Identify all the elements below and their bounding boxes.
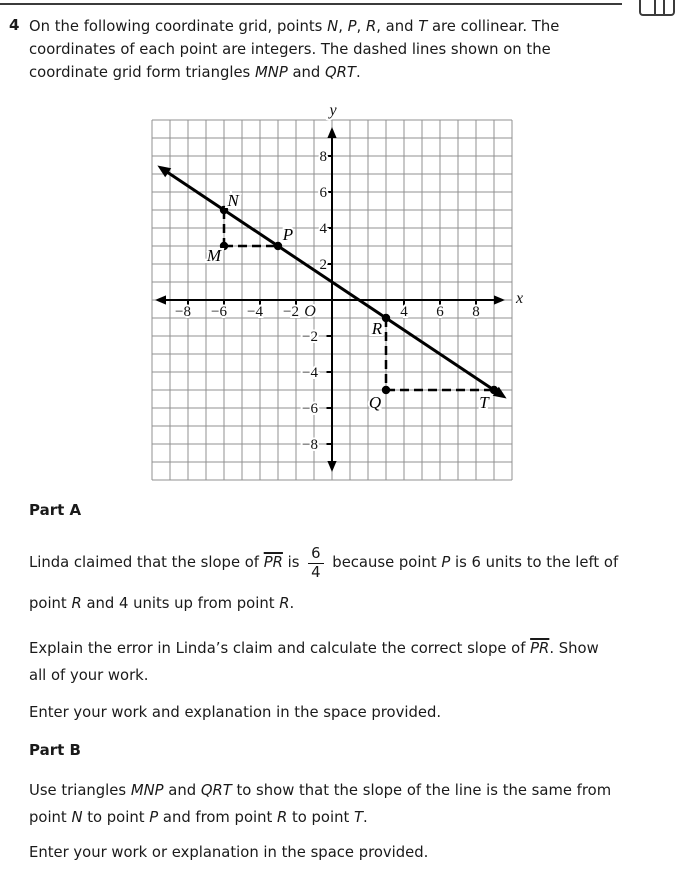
- point-label-T: T: [479, 393, 489, 412]
- part-a-line-2: point R and 4 units up from point R.: [29, 595, 295, 612]
- y-axis-label: y: [329, 102, 337, 119]
- point-label-M: M: [206, 246, 222, 265]
- part-a-line-4: all of your work.: [29, 667, 149, 684]
- y-tick-label: −2: [302, 329, 318, 345]
- part-b-line-1: Use triangles MNP and QRT to show that the slope of the line is the same from: [29, 782, 612, 799]
- x-axis-label: x: [516, 290, 524, 307]
- question-number: 4: [9, 16, 20, 34]
- question-line-2: coordinates of each point are integers. The dashed lines shown on the: [29, 41, 551, 58]
- part-b-line-3: Enter your work or explanation in the space provided.: [29, 844, 429, 861]
- x-tick-label: −6: [211, 304, 227, 320]
- origin-label: O: [304, 303, 316, 320]
- y-tick-label: 8: [319, 149, 327, 165]
- question-line-3: coordinate grid form triangles MNP and QRT.: [29, 64, 361, 81]
- coordinate-grid-figure: [140, 98, 530, 490]
- icon-divider: [654, 0, 656, 14]
- icon-divider: [663, 0, 665, 14]
- partial-toolbar-button-icon[interactable]: [639, 0, 675, 16]
- part-a-line-3: Explain the error in Linda’s claim and calculate the correct slope of $\overline{PR}$. Show: [29, 640, 599, 657]
- x-tick-label: 6: [436, 304, 444, 320]
- y-tick-label: 2: [319, 257, 327, 273]
- point-label-N: N: [227, 191, 239, 210]
- question-line-1: On the following coordinate grid, points N, P, R, and T are collinear. The: [29, 18, 560, 35]
- y-tick-label: −4: [302, 365, 318, 381]
- x-tick-label: −8: [175, 304, 191, 320]
- top-divider-rule: [0, 3, 622, 5]
- fraction: $\frac{6}{4}$: [308, 546, 323, 580]
- point-label-R: R: [371, 319, 383, 338]
- x-tick-label: −4: [247, 304, 263, 320]
- part-a-line-5: Enter your work and explanation in the space provided.: [29, 704, 442, 721]
- x-tick-label: 8: [472, 304, 480, 320]
- y-tick-label: 6: [319, 185, 327, 201]
- part-b-heading: Part B: [29, 741, 81, 759]
- part-b-line-2: point N to point P and from point R to point T.: [29, 809, 368, 826]
- x-tick-label: 4: [400, 304, 408, 320]
- y-tick-label: −6: [302, 401, 318, 417]
- point-T: [490, 386, 498, 394]
- point-label-P: P: [282, 225, 294, 244]
- x-axis: [155, 295, 505, 304]
- y-tick-label: 4: [319, 221, 327, 237]
- point-P: [274, 242, 282, 250]
- part-a-line-1: Linda claimed that the slope of $\overline{PR}$ is $\frac{6}{4}$ because point P is 6 units to the left of: [29, 544, 619, 581]
- point-label-Q: Q: [368, 393, 382, 412]
- part-a-heading: Part A: [29, 501, 82, 519]
- x-tick-label: −2: [283, 304, 299, 320]
- point-Q: [382, 386, 390, 394]
- point-R: [382, 314, 390, 322]
- y-tick-label: −8: [302, 437, 318, 453]
